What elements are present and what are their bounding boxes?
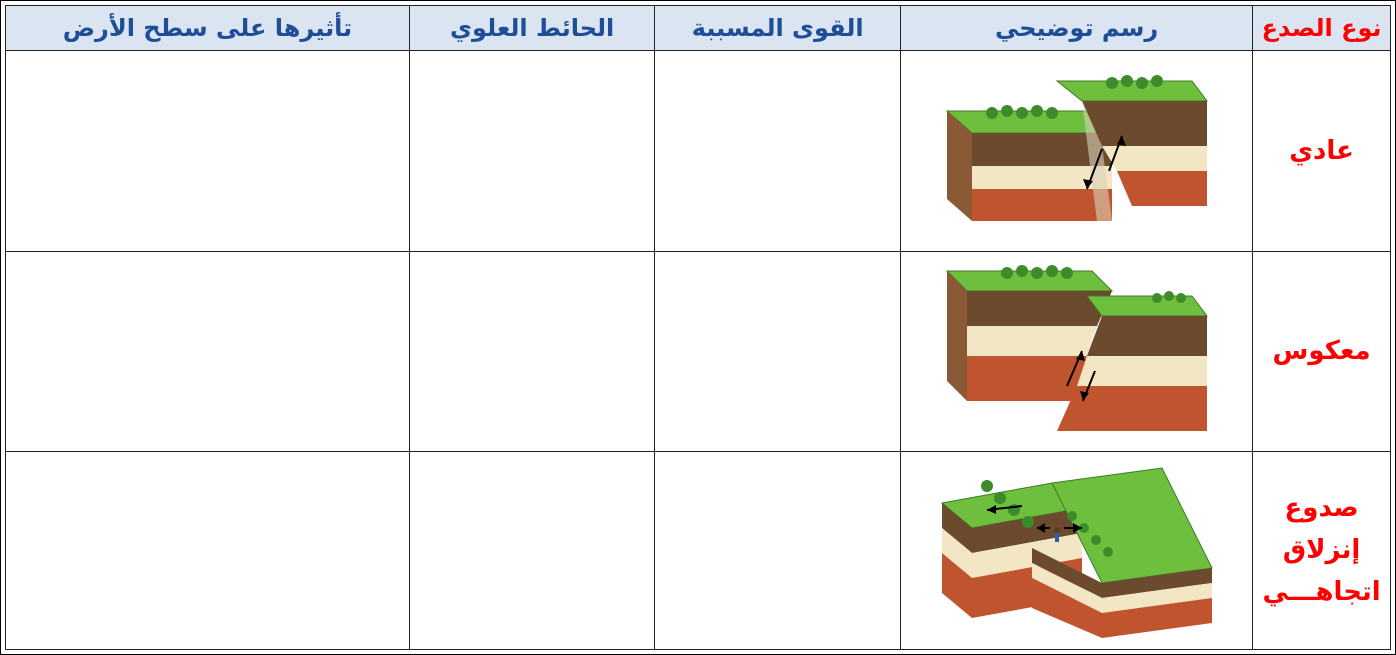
fault-type-label-line: إنزلاق	[1282, 535, 1361, 566]
fault-type-cell	[1253, 251, 1391, 451]
hanging-wall-cell[interactable]	[409, 251, 655, 451]
fault-type-cell	[1253, 51, 1391, 251]
fault-type-cell	[1253, 451, 1391, 649]
forces-cell[interactable]	[655, 451, 901, 649]
fault-types-table	[5, 5, 1391, 650]
illustration-cell	[900, 251, 1252, 451]
fault-type-label: عادي	[1289, 135, 1354, 166]
surface-effect-cell[interactable]	[6, 51, 410, 251]
illustration-cell	[900, 451, 1252, 649]
header-hanging-wall: الحائط العلوي	[409, 6, 655, 51]
strike-slip-fault-diagram-icon	[932, 458, 1222, 643]
surface-effect-cell[interactable]	[6, 451, 410, 649]
forces-cell[interactable]	[655, 51, 901, 251]
table-row	[6, 51, 1391, 251]
illustration-cell	[900, 51, 1252, 251]
header-forces: القوى المسببة	[655, 6, 901, 51]
hanging-wall-cell[interactable]	[409, 51, 655, 251]
normal-fault-diagram-icon	[937, 61, 1217, 241]
reverse-fault-diagram-icon	[937, 261, 1217, 441]
fault-type-label-line: اتجاهـــي	[1262, 577, 1381, 608]
surface-effect-cell[interactable]	[6, 251, 410, 451]
table-row	[6, 251, 1391, 451]
header-illustration: رسم توضيحي	[900, 6, 1252, 51]
hanging-wall-cell[interactable]	[409, 451, 655, 649]
table-row	[6, 451, 1391, 649]
fault-type-label-line: صدوع	[1284, 493, 1359, 524]
forces-cell[interactable]	[655, 251, 901, 451]
header-surface-effect: تأثيرها على سطح الأرض	[6, 6, 410, 51]
header-fault-type: نوع الصدع	[1253, 6, 1391, 51]
fault-type-label: معكوس	[1272, 336, 1371, 367]
table-header-row	[6, 6, 1391, 51]
